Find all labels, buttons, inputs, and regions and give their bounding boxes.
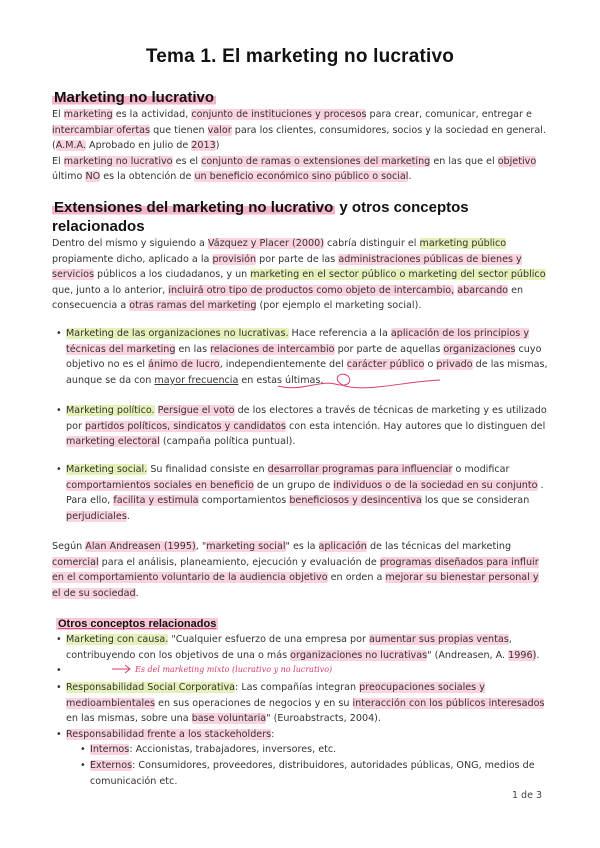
text: los que se consideran <box>421 495 530 507</box>
bullet-term: Responsabilidad Social Corporativa <box>66 682 236 693</box>
highlight-term: organizaciones no lucrativas <box>290 649 428 661</box>
text: cabría distinguir el <box>323 238 420 249</box>
text: , independientemente del <box>219 359 347 371</box>
highlight-term: marketing electoral <box>66 436 160 448</box>
highlight-term: interacción con los públicos interesados <box>352 697 545 709</box>
highlight-term: aumentar sus propias ventas <box>368 634 509 645</box>
highlight-term: otras ramas del marketing <box>129 300 257 312</box>
highlight-term: base voluntaria <box>191 713 267 725</box>
highlight-term: marketing <box>63 109 113 120</box>
highlight-term: A.M.A. <box>55 140 86 152</box>
text: ) <box>215 140 220 152</box>
highlight-term: privado <box>436 359 473 371</box>
text: Dentro del mismo y siguiendo a <box>52 238 208 249</box>
text: en las <box>175 343 211 355</box>
text: con esta intención. Hay autores que lo distinguen del <box>285 420 546 432</box>
text: . Para ello, <box>66 479 544 507</box>
highlight-term: marketing en el sector público o marketing del sector público <box>250 269 546 281</box>
highlight-term: Vázquez y Placer (2000) <box>207 238 324 249</box>
bullet-term: Marketing de las organizaciones no lucrativas. <box>66 328 289 339</box>
text: que tienen <box>150 124 208 136</box>
text: de un grupo de <box>253 479 334 491</box>
text: en las que el <box>430 155 498 167</box>
text: es la actividad, <box>112 109 192 120</box>
text: : Las compañías integran <box>235 682 360 693</box>
text: comportamientos <box>198 495 290 507</box>
text: (por ejemplo el marketing social). <box>256 300 422 312</box>
text: en estas últimas. <box>238 374 324 386</box>
highlight-term: Persigue el voto <box>157 405 235 416</box>
highlight-term: 1996) <box>508 649 537 661</box>
page-title: Tema 1. El marketing no lucrativo <box>145 46 455 67</box>
heading-rest: y otros conceptos relacionados <box>52 199 469 235</box>
highlight-term: beneficiosos y desincentiva <box>289 495 422 507</box>
highlight-term: marketing público <box>419 238 507 249</box>
text: propiamente dicho, aplicado a la <box>52 253 213 265</box>
highlight-term: relaciones de intercambio <box>210 343 335 355</box>
bullet-term: Marketing con causa. <box>66 634 169 645</box>
highlight-term: valor <box>207 124 232 136</box>
highlight-term: carácter público <box>346 359 425 371</box>
text: último <box>52 171 86 183</box>
text: es el <box>172 155 202 167</box>
text: (campaña política puntual). <box>159 436 296 448</box>
bullet-term: Internos <box>90 744 130 756</box>
page-number: 1 de 3 <box>511 790 542 801</box>
text: Según <box>52 541 86 552</box>
highlight-term: individuos o de la sociedad en su conjunto <box>333 479 538 491</box>
text: de las mismas, aunque se da con <box>66 359 548 386</box>
heading-highlight: Marketing no lucrativo <box>54 89 215 106</box>
highlight-term: organizaciones <box>443 343 516 355</box>
text: para el análisis, planeamiento, ejecución y evaluación de <box>98 556 380 568</box>
text: para crear, comunicar, entregar e <box>366 109 532 120</box>
highlight-term: 2013 <box>191 140 216 152</box>
text: , contribuyendo con los objetivos de una o más <box>66 634 512 661</box>
text: Aprobado en julio de <box>85 140 192 152</box>
text: El <box>52 155 64 167</box>
highlight-term: provisión <box>212 253 257 265</box>
text: en sus operaciones de negocios y en su <box>155 697 353 709</box>
heading-highlight: Otros conceptos relacionados <box>58 618 217 630</box>
highlight-term: comercial <box>52 556 99 568</box>
text: por parte de aquellas <box>334 343 444 355</box>
highlight-term: administraciones públicas de bienes y servicios <box>52 253 522 281</box>
text: : <box>271 728 275 740</box>
highlight-term: partidos políticos, sindicatos y candidatos <box>84 420 286 432</box>
highlight-term: marketing social <box>206 541 286 552</box>
text: que, junto a lo anterior, <box>52 284 169 296</box>
text: Su finalidad consiste en <box>147 464 268 475</box>
text: "Cualquier esfuerzo de una empresa por <box>168 634 369 645</box>
highlight-term: facilita y estimula <box>113 495 199 507</box>
text: . <box>408 171 412 183</box>
highlight-term: aplicación <box>318 541 367 552</box>
highlight-term: ánimo de lucro <box>148 359 220 371</box>
text: en consecuencia a <box>52 284 524 312</box>
squiggle-arrow-decoration <box>278 374 440 388</box>
highlight-term: perjudiciales <box>66 510 127 522</box>
text: de los electores a través de técnicas de marketing y es utilizado por <box>66 405 547 432</box>
highlight-term: incluirá otro tipo de productos como objeto de intercambio, <box>168 284 455 296</box>
text: . <box>536 649 540 661</box>
text: : Consumidores, proveedores, distribuidores, autoridades públicas, ONG, medios de comunicación etc. <box>90 759 535 787</box>
highlight-term: objetivo <box>497 155 537 167</box>
highlight-term: intercambiar ofertas <box>52 124 151 136</box>
highlight-term: NO <box>85 171 101 183</box>
text: para los clientes, consumidores, socios y la sociedad en general. ( <box>52 124 546 152</box>
highlight-term: Alan Andreasen (1995) <box>85 541 196 552</box>
highlight-term: preocupaciones sociales y medioambientales <box>66 682 485 709</box>
text: : Accionistas, trabajadores, inversores, etc. <box>129 744 337 756</box>
text: o modificar <box>452 464 510 475</box>
arrow-decoration <box>112 665 130 673</box>
bullet-term: Marketing político. <box>66 405 155 416</box>
text: " (Euroabstracts, 2004). <box>266 713 381 725</box>
highlight-term: marketing no lucrativo <box>63 155 173 167</box>
text: . <box>126 510 130 522</box>
highlight-term: abarcando <box>457 284 509 296</box>
bullet-term: Marketing social. <box>66 464 148 475</box>
text: por parte de las <box>256 253 339 265</box>
text: " es la <box>285 541 319 552</box>
text: o <box>424 359 437 371</box>
text: . <box>135 587 139 599</box>
text: cuyo objetivo no es el <box>66 343 542 371</box>
text: en las mismas, sobre una <box>66 713 192 725</box>
text: " (Andreasen, A. <box>427 649 509 661</box>
bullet-term: Responsabilidad frente a los stackeholders <box>66 728 272 740</box>
highlight-term: conjunto de instituciones y procesos <box>191 109 367 120</box>
highlight-term: un beneficio económico sino público o social <box>194 171 409 183</box>
handwritten-note: Es del marketing mixto (lucrativo y no lucrativo) <box>135 665 333 674</box>
text: , " <box>195 541 207 552</box>
underlined-term: mayor frecuencia <box>154 374 239 386</box>
highlight-term: mejorar su bienestar personal y el de su sociedad <box>52 572 539 599</box>
text: en orden a <box>327 572 386 584</box>
highlight-term: programas diseñados para influir en el comportamiento voluntario de la audiencia objetivo <box>52 556 539 584</box>
highlight-term: desarrollar programas para influenciar <box>267 464 453 475</box>
text: de las técnicas del marketing <box>366 541 512 552</box>
text: El <box>52 109 64 120</box>
text: Hace referencia a la <box>288 328 391 339</box>
bullet-term: Externos <box>90 759 133 771</box>
text: públicos a los ciudadanos, y un <box>94 269 251 281</box>
text: es la obtención de <box>100 171 195 183</box>
highlight-term: aplicación de los principios y técnicas del marketing <box>66 328 529 355</box>
heading-highlight: Extensiones del marketing no lucrativo <box>54 199 334 216</box>
highlight-term: comportamientos sociales en beneficio <box>66 479 254 491</box>
highlight-term: conjunto de ramas o extensiones del marketing <box>201 155 431 167</box>
